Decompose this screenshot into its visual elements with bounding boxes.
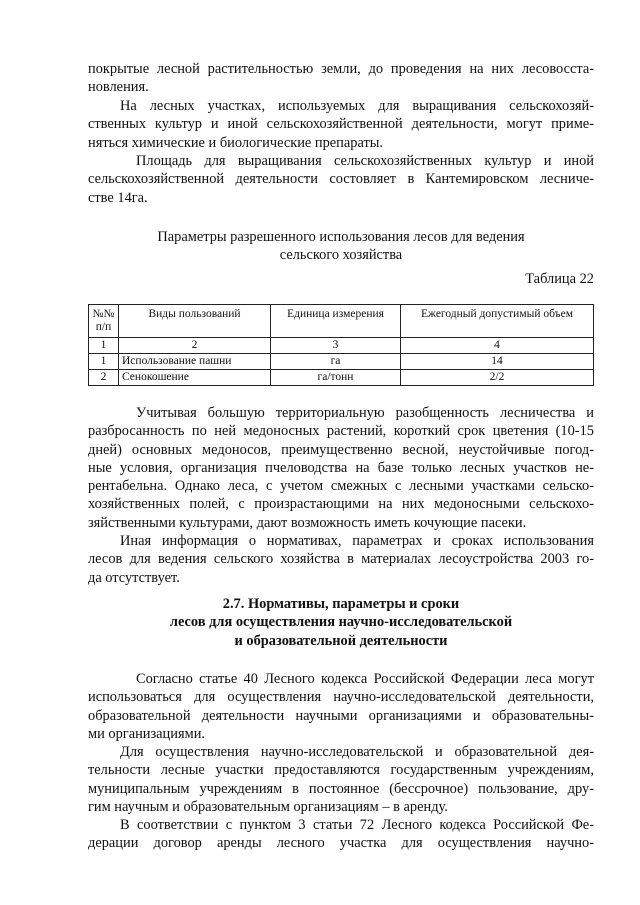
text-line: стве 14га. — [88, 189, 148, 206]
text-line: гим научным и образовательным организациям – в аренду. — [88, 798, 448, 815]
text-line: рентабельна. Однако леса, с учетом смежных с лесными участками сельско- — [88, 478, 594, 495]
table-row — [89, 354, 594, 370]
paragraph-8 — [88, 816, 594, 853]
text-line: Учитывая большую территориальную разобщенность лесничества и — [136, 405, 594, 421]
heading-line: и образовательной деятельности — [234, 632, 448, 649]
text-line: разбросанность по ней медоносных растений, короткий срок цветения (10-15 — [88, 423, 594, 440]
table-title — [88, 228, 594, 265]
text-line: На лесных участках, используемых для выращивания сельскохозяй- — [120, 98, 594, 114]
text-line: муниципальным учреждениям в постоянное (бессрочное) пользование, дру- — [88, 780, 594, 797]
table-cell: 4 — [401, 338, 594, 354]
table-cell: 14 — [401, 354, 594, 370]
text-line: использоваться для осуществления научно-исследовательской деятельности, — [88, 689, 594, 706]
paragraph-4 — [88, 404, 594, 532]
table-row — [89, 370, 594, 386]
text-line: хозяйственных полей, с произрастающими на них медоносными сельскохо- — [88, 496, 594, 513]
table-number-label: Таблица 22 — [525, 271, 594, 287]
text-line: лесов для ведения сельского хозяйства в материалах лесоустройства 2003 го- — [88, 551, 594, 568]
parameters-table — [88, 304, 594, 386]
text-line: ные условия, организация пчеловодства на базе только лесных участков не- — [88, 459, 594, 476]
text-line: В соответствии с пунктом 3 статьи 72 Лесного кодекса Российской Фе- — [120, 817, 594, 833]
text-line: няться химические и биологические препараты. — [88, 134, 384, 151]
paragraph-6 — [88, 670, 594, 743]
table-cell: 1 — [89, 338, 119, 354]
text-line: ственных культур и иной сельскохозяйственной деятельности, могут приме- — [88, 116, 594, 133]
text-line: Согласно статье 40 Лесного кодекса Российской Федерации леса могут — [136, 671, 594, 687]
text-line: дерации договор аренды лесного участка для осуществления научно- — [88, 835, 594, 852]
table-header-row — [89, 305, 594, 338]
text-line: дней) основных медоносов, преимущественно весной, неустойчивые погод- — [88, 441, 594, 458]
table-cell: 3 — [271, 338, 401, 354]
paragraph-1 — [88, 60, 594, 97]
header-cell: Ежегодный допустимый объем — [401, 305, 594, 338]
table-cell: 2 — [119, 338, 271, 354]
header-cell: Виды пользований — [119, 305, 271, 338]
text-line: Иная информация о нормативах, параметрах и сроках использования — [120, 533, 594, 549]
table-cell: га — [271, 354, 401, 370]
text-line: покрытые лесной растительностью земли, до проведения на них лесовосста- — [88, 61, 594, 77]
paragraph-7 — [88, 743, 594, 816]
table-title-line: сельского хозяйства — [279, 247, 403, 264]
table-title-line: Параметры разрешенного использования лесов для ведения — [157, 229, 525, 245]
paragraph-5 — [88, 532, 594, 587]
text-line: образовательной деятельности научными организациями и образовательны- — [88, 707, 594, 724]
table-cell: Сенокошение — [119, 370, 271, 386]
text-line: ми организациями. — [88, 725, 205, 742]
heading-line: лесов для осуществления научно-исследовательской — [169, 614, 513, 631]
text-line: Площадь для выращивания сельскохозяйственных культур и иной — [136, 153, 594, 169]
table-cell: 1 — [89, 354, 119, 370]
paragraph-2 — [88, 97, 594, 152]
paragraph-3 — [88, 152, 594, 207]
text-line: Для осуществления научно-исследовательской и образовательной дея- — [120, 744, 594, 760]
text-line: сельскохозяйственной деятельности состовляет в Кантемировском лесниче- — [88, 171, 594, 188]
table-cell: га/тонн — [271, 370, 401, 386]
header-cell: Единица измерения — [271, 305, 401, 338]
text-line: да отсутствует. — [88, 569, 180, 586]
table-cell: 2 — [89, 370, 119, 386]
section-heading — [88, 595, 594, 650]
table-cell: Использование пашни — [119, 354, 271, 370]
table-cell: 2/2 — [401, 370, 594, 386]
text-line: новления. — [88, 79, 149, 96]
text-line: зяйственными культурами, дают возможность иметь кочующие пасеки. — [88, 514, 527, 531]
header-cell: №№ п/п — [89, 305, 119, 338]
table-index-row — [89, 338, 594, 354]
text-line: тельности лесные участки предоставляются государственным учреждениям, — [88, 762, 594, 779]
heading-line: 2.7. Нормативы, параметры и сроки — [222, 596, 460, 612]
